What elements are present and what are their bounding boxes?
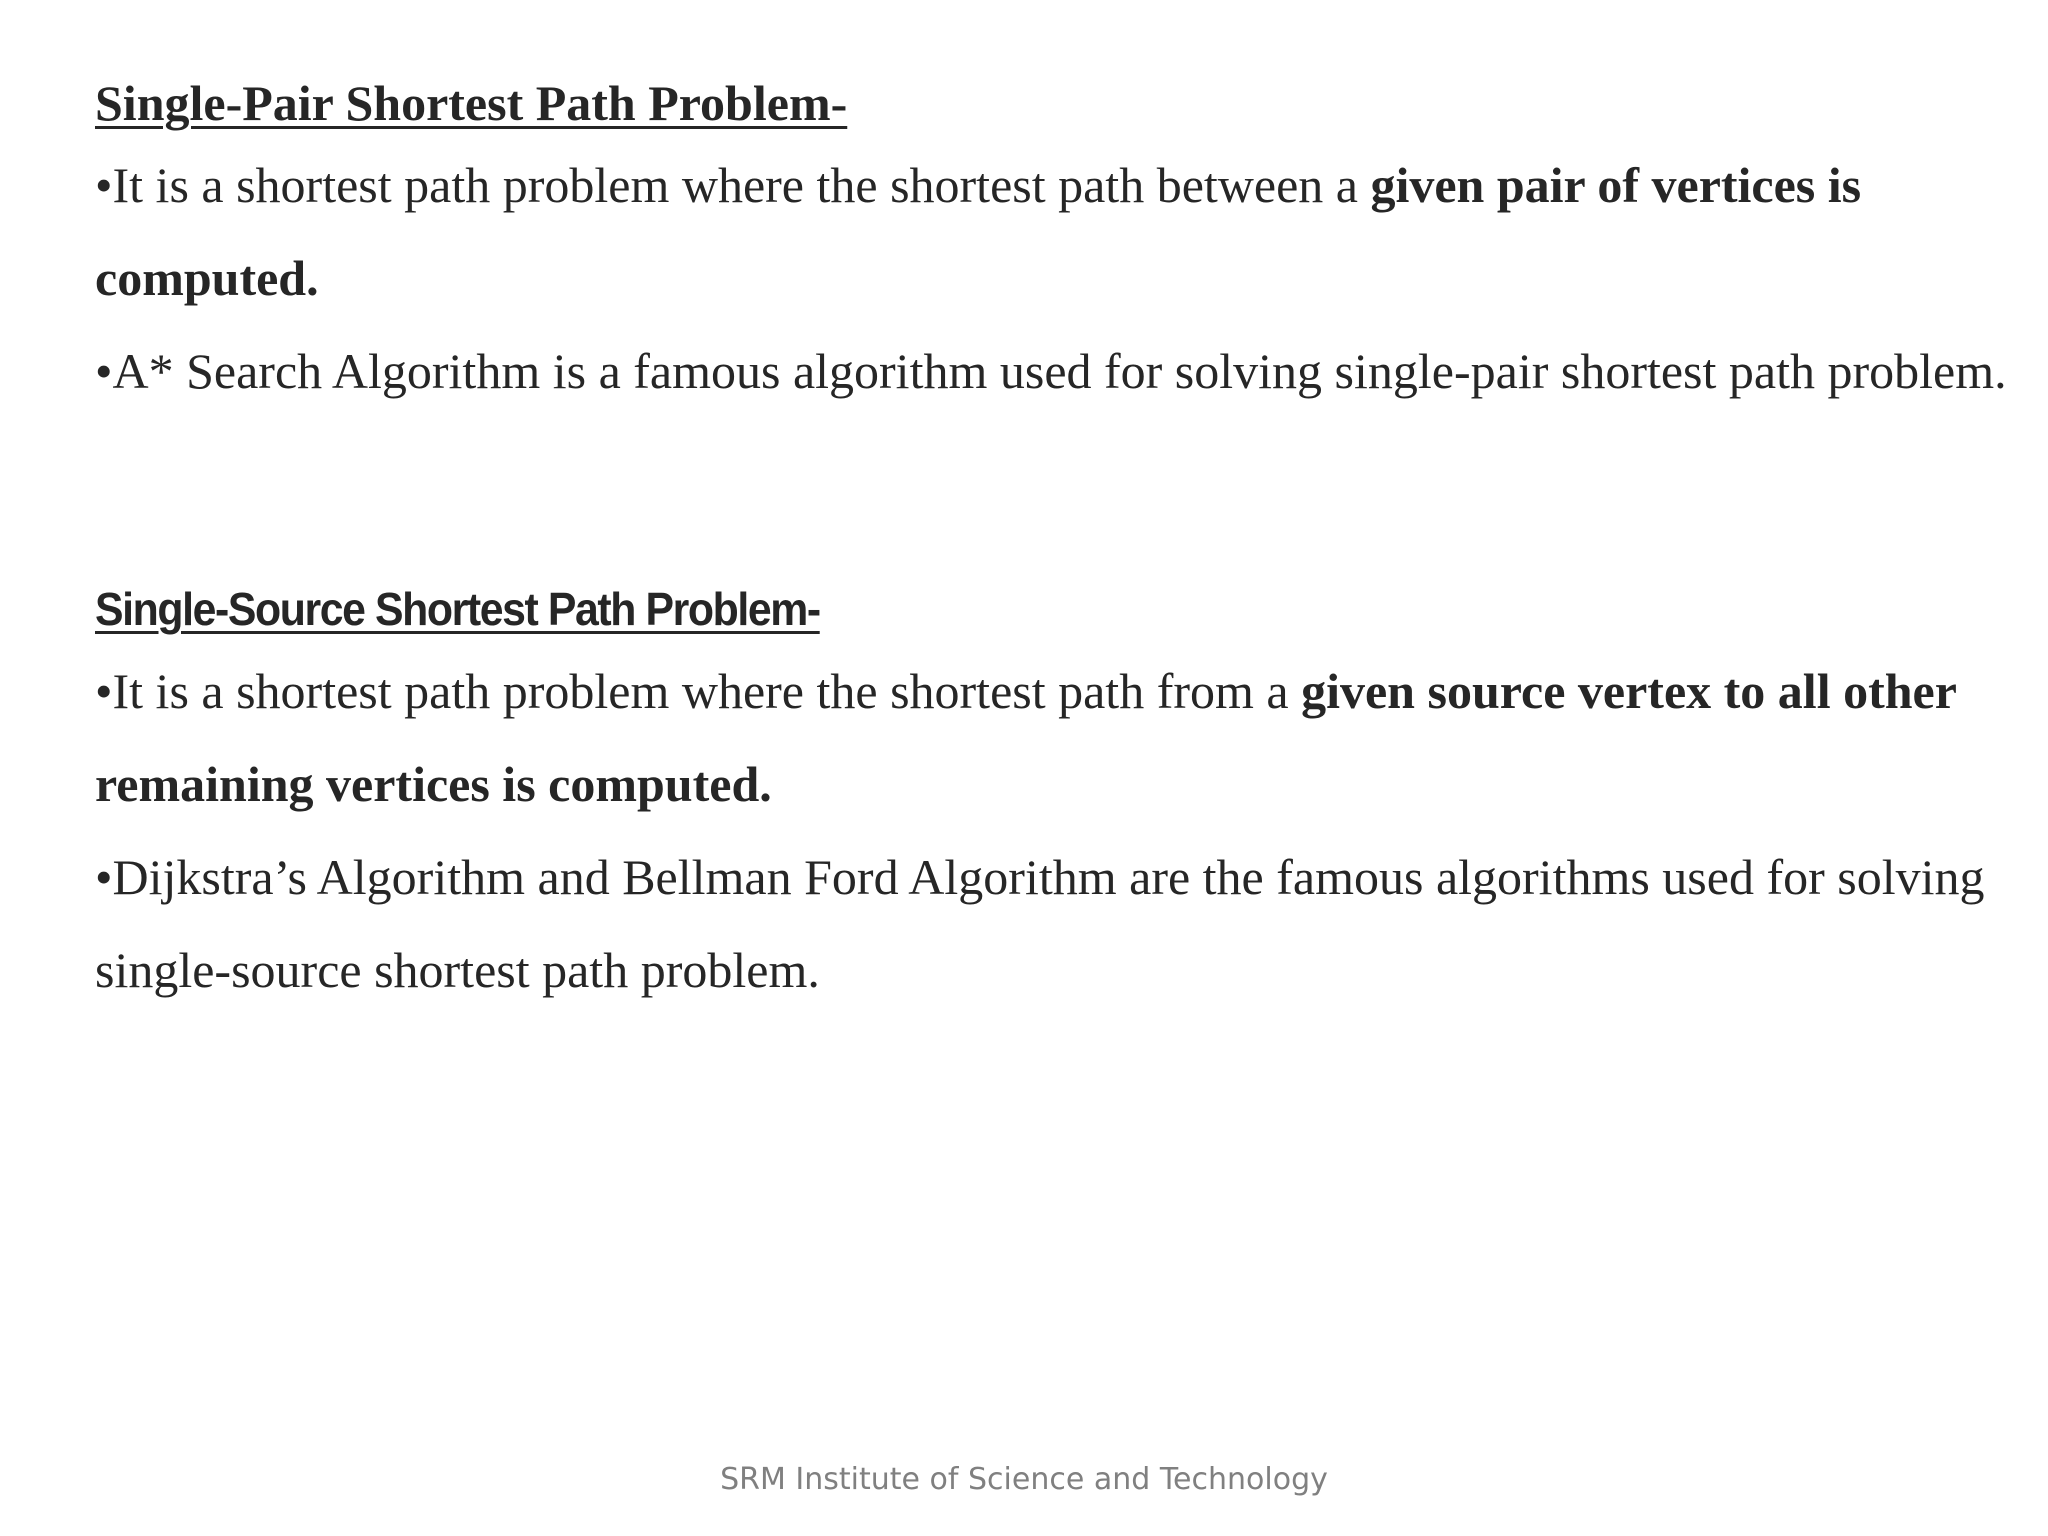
single-source-heading: Single-Source Shortest Path Problem- bbox=[95, 583, 820, 635]
single-source-bullet-1-bold: given source vertex to all other remaining vertices is computed. bbox=[95, 663, 1957, 812]
single-source-bullet-2-text: •Dijkstra’s Algorithm and Bellman Ford Algorithm are the famous algorithms used for solving single-source shortest path problem. bbox=[95, 849, 1985, 998]
single-pair-bullet-1-bold: given pair of vertices is computed. bbox=[95, 157, 1862, 306]
single-pair-bullet-1 bbox=[95, 139, 2025, 325]
single-source-bullet-1 bbox=[95, 645, 2025, 831]
single-pair-bullet-2-text: •A* Search Algorithm is a famous algorithm used for solving single-pair shortest path problem. bbox=[95, 343, 2007, 399]
single-pair-heading: Single-Pair Shortest Path Problem- bbox=[95, 75, 848, 131]
single-pair-bullet-1-text: •It is a shortest path problem where the shortest path between a bbox=[95, 157, 1371, 213]
footer-institution: SRM Institute of Science and Technology bbox=[720, 1462, 1328, 1497]
single-source-bullet-2 bbox=[95, 831, 2025, 1017]
single-source-bullet-1-text: •It is a shortest path problem where the shortest path from a bbox=[95, 663, 1302, 719]
single-pair-bullet-2 bbox=[95, 325, 2025, 418]
